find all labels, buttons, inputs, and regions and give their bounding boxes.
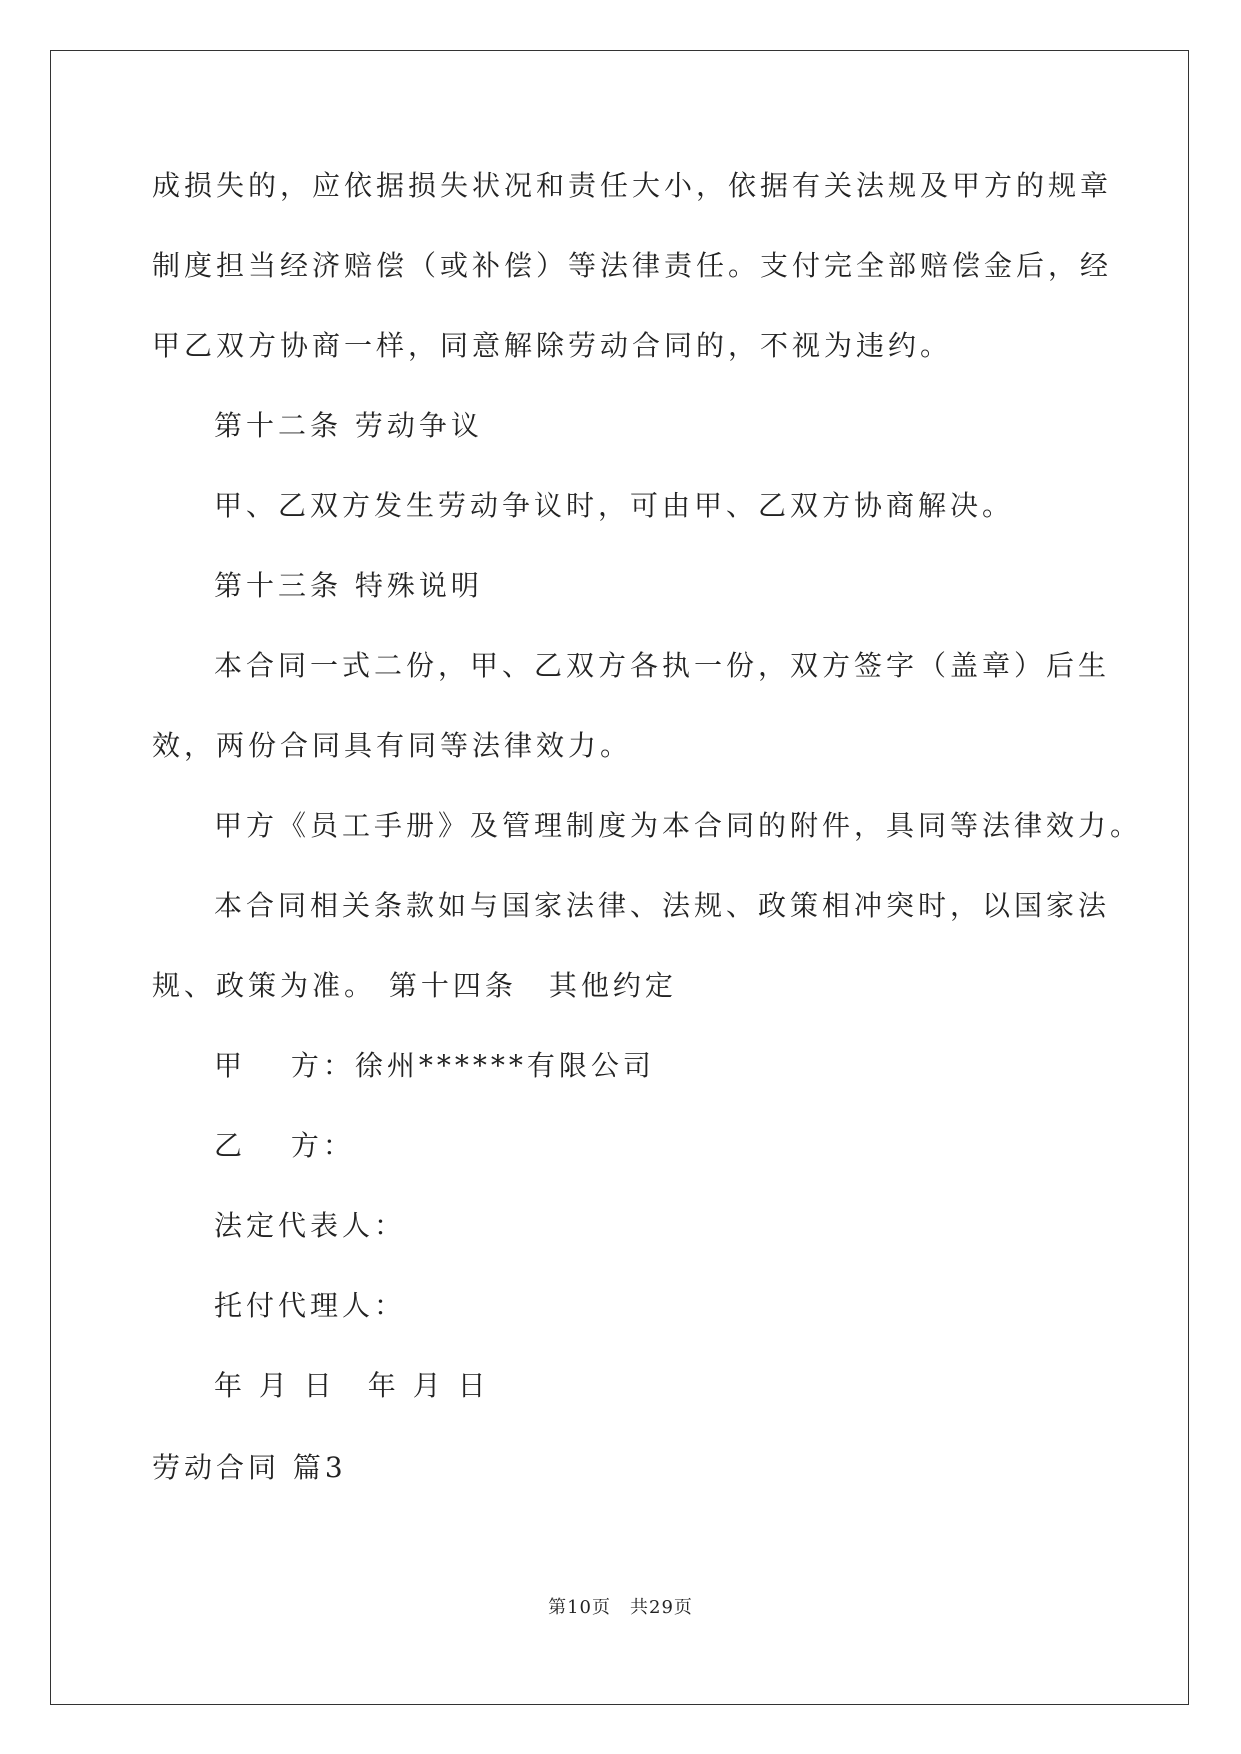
party-a-line: 甲 方：徐州******有限公司 <box>214 1049 655 1082</box>
section-heading: 第十二条 劳动争议 <box>214 409 483 442</box>
paragraph-line: 甲乙双方协商一样，同意解除劳动合同的，不视为违约。 <box>152 329 953 362</box>
paragraph-line: 甲、乙双方发生劳动争议时，可由甲、乙双方协商解决。 <box>214 489 1015 522</box>
paragraph-line: 本合同相关条款如与国家法律、法规、政策相冲突时，以国家法 <box>214 889 1111 922</box>
date-line: 年 月 日 年 月 日 <box>214 1369 490 1402</box>
authorized-agent-line: 托付代理人： <box>214 1289 407 1322</box>
section-title: 劳动合同 篇3 <box>152 1451 347 1484</box>
paragraph-line: 甲方《员工手册》及管理制度为本合同的附件，具同等法律效力。 <box>214 809 1143 842</box>
section-heading: 第十三条 特殊说明 <box>214 569 483 602</box>
paragraph-line: 制度担当经济赔偿（或补偿）等法律责任。支付完全部赔偿金后，经 <box>152 249 1113 282</box>
party-b-line: 乙 方： <box>214 1129 355 1162</box>
paragraph-line: 规、政策为准。 第十四条 其他约定 <box>152 969 677 1002</box>
paragraph-line: 本合同一式二份，甲、乙双方各执一份，双方签字（盖章）后生 <box>214 649 1111 682</box>
paragraph-line: 效，两份合同具有同等法律效力。 <box>152 729 633 762</box>
legal-representative-line: 法定代表人： <box>214 1209 407 1242</box>
paragraph-line: 成损失的，应依据损失状况和责任大小，依据有关法规及甲方的规章 <box>152 169 1113 202</box>
page-number: 第10页 共29页 <box>548 1597 693 1618</box>
